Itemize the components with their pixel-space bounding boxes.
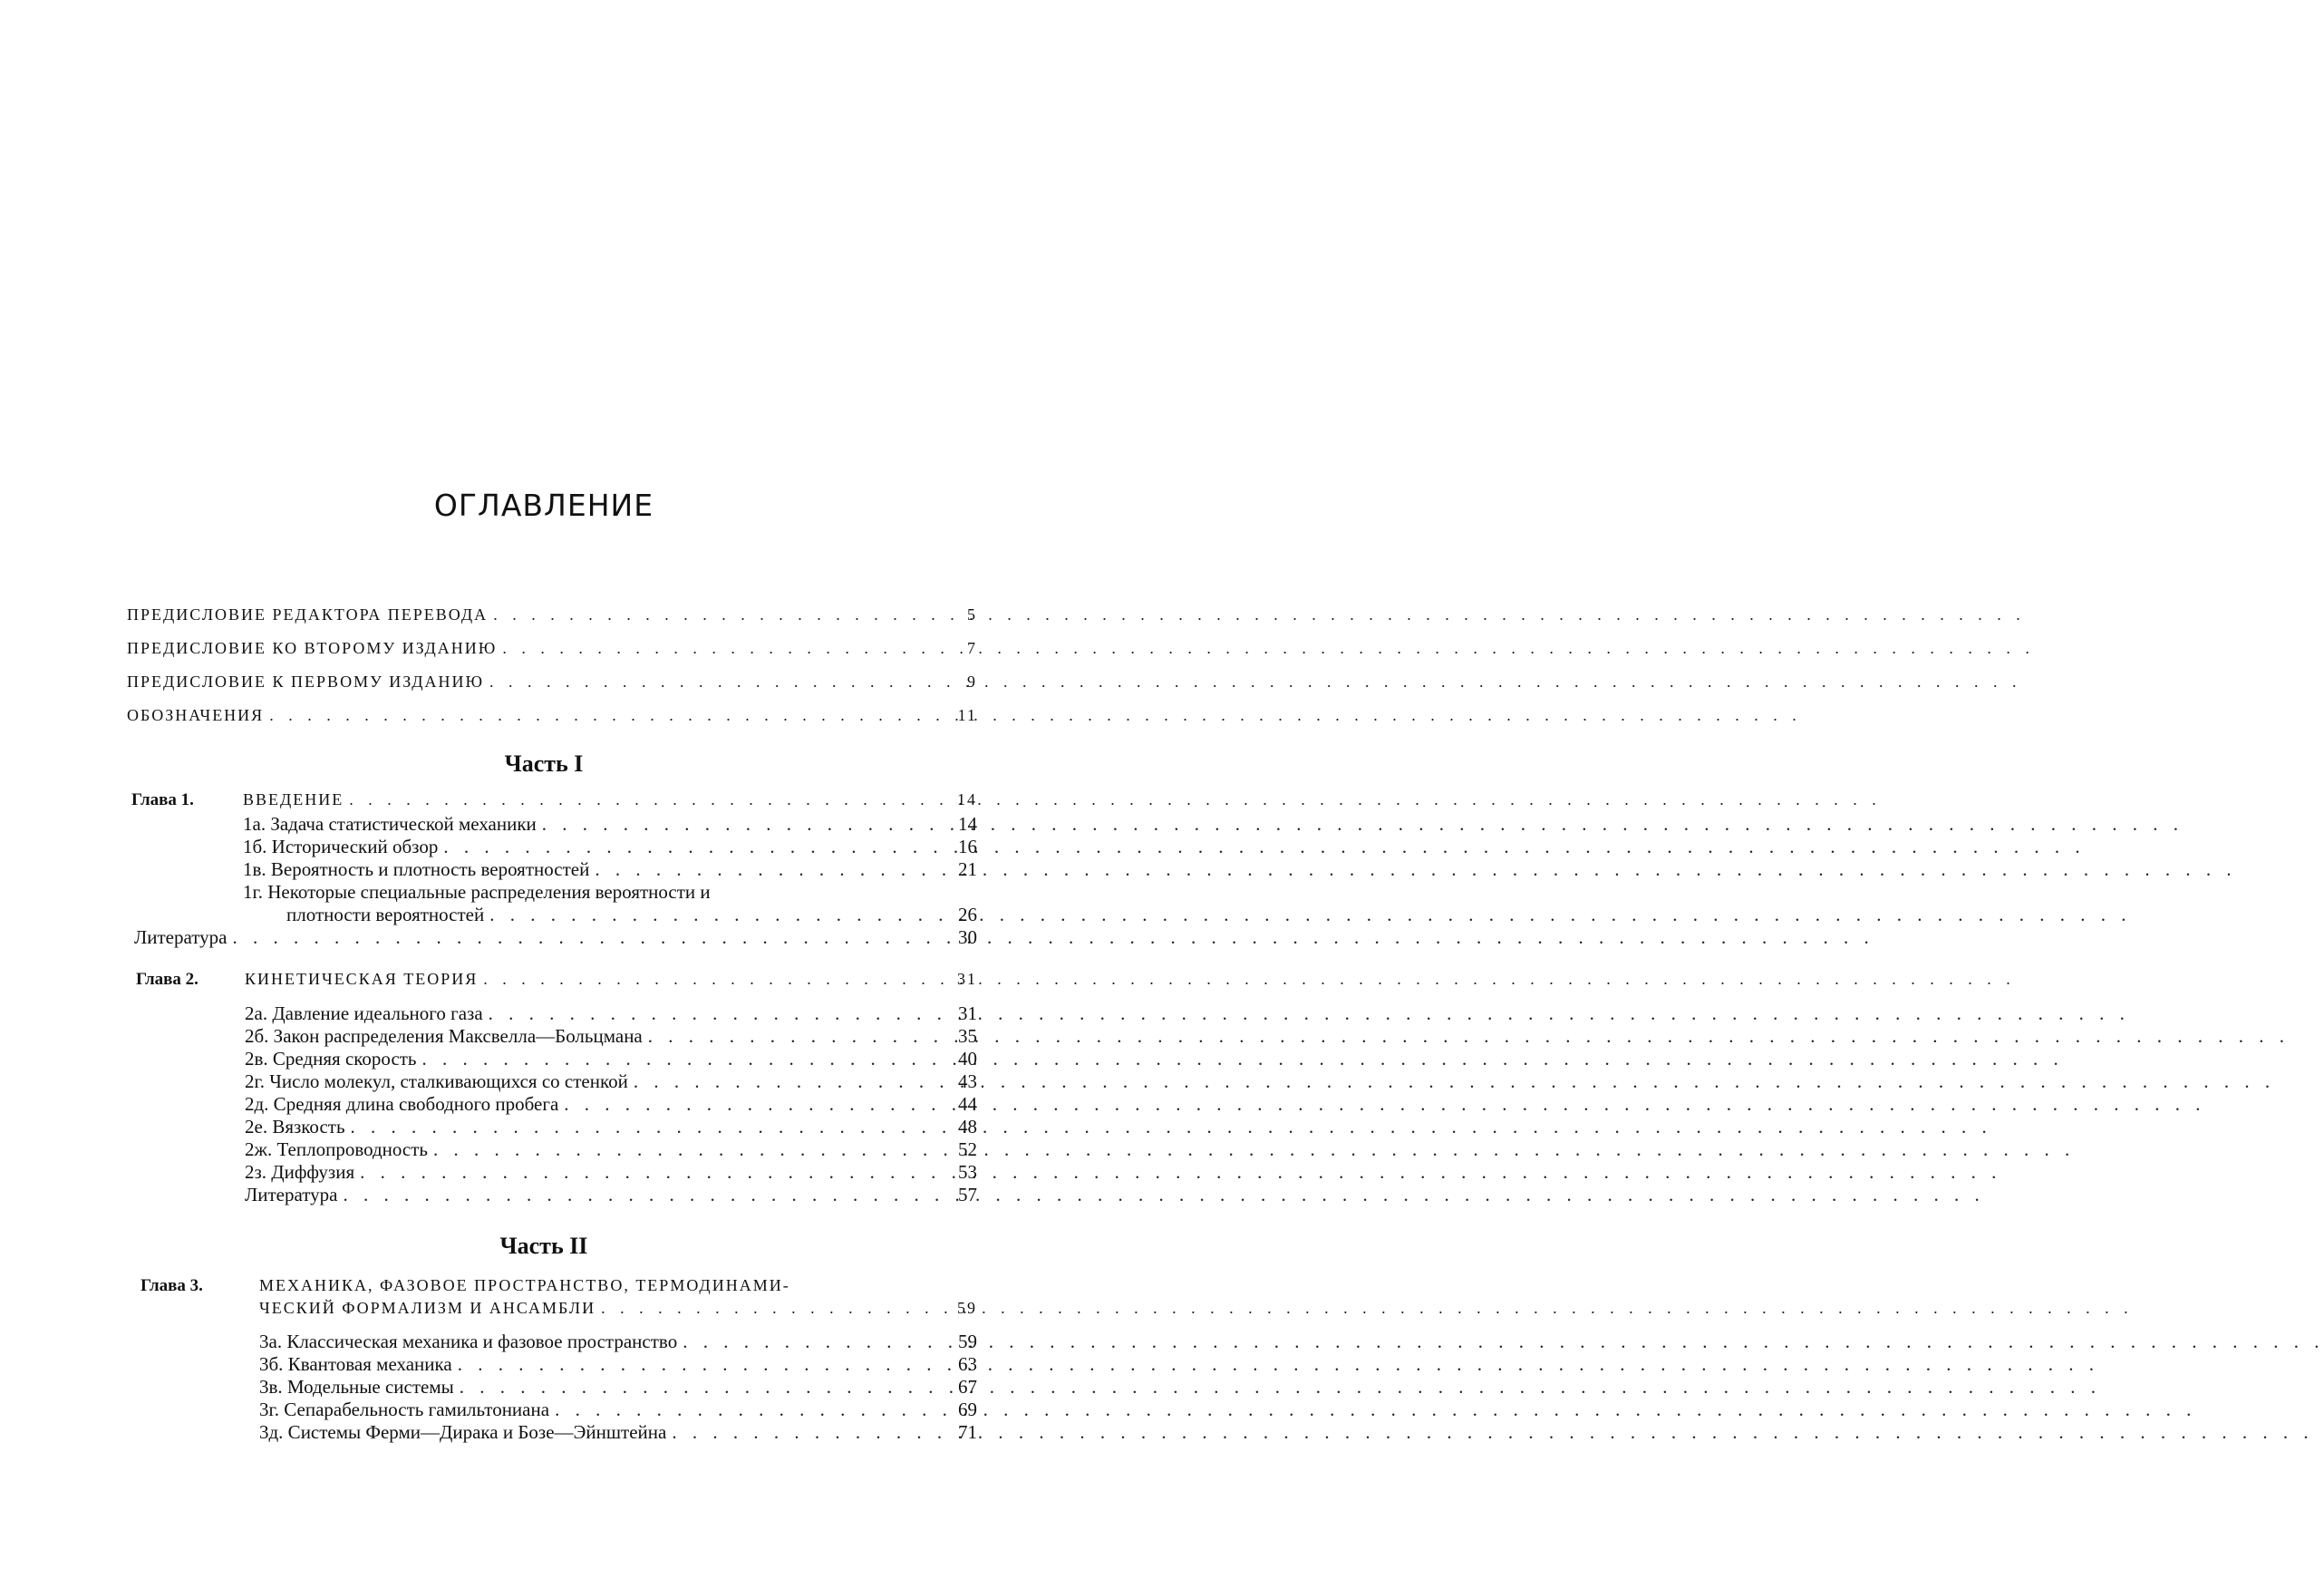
entry-page: 31	[957, 970, 977, 988]
dot-leader	[452, 1353, 2099, 1376]
toc-entry-section[interactable]	[245, 1138, 977, 1161]
entry-label: 3д. Системы Ферми—Дирака и Бозе—Эйнштейна	[259, 1421, 667, 1443]
dot-leader	[483, 1002, 2130, 1025]
entry-page: 21	[958, 858, 977, 880]
entry-page: 71	[958, 1421, 977, 1443]
entry-label: Литература	[134, 926, 228, 948]
toc-entry-section[interactable]	[259, 1421, 977, 1444]
entry-page: 63	[958, 1353, 977, 1375]
entry-page: 59	[958, 1331, 977, 1352]
entry-page: 14	[957, 790, 977, 808]
dot-leader	[549, 1399, 2196, 1421]
entry-label: 3б. Квантовая механика	[259, 1353, 452, 1375]
entry-label: плотности вероятностей	[286, 904, 485, 925]
entry-label: ПРЕДИСЛОВИЕ КО ВТОРОМУ ИЗДАНИЮ	[127, 639, 498, 657]
toc-entry-front-2[interactable]	[127, 639, 977, 658]
page-title: ОГЛАВЛЕНИЕ	[433, 488, 654, 523]
entry-label: 2г. Число молекул, сталкивающихся со стенкой	[245, 1070, 628, 1092]
dot-leader	[484, 673, 2022, 692]
entry-label: 2ж. Теплопроводность	[245, 1138, 429, 1160]
toc-entry-literature[interactable]	[134, 926, 977, 949]
dot-leader	[454, 1376, 2101, 1399]
entry-page: 14	[958, 813, 977, 835]
entry-page: 26	[958, 904, 977, 925]
entry-page: 43	[958, 1070, 977, 1092]
toc-entry-section[interactable]	[259, 1376, 977, 1399]
toc-entry-section[interactable]	[245, 1161, 977, 1184]
entry-label: 2б. Закон распределения Максвелла—Больцмана	[245, 1025, 643, 1047]
dot-leader	[438, 836, 2085, 858]
entry-page: 67	[958, 1376, 977, 1398]
entry-page: 53	[958, 1161, 977, 1183]
toc-entry-section[interactable]	[245, 1002, 977, 1025]
dot-leader	[428, 1138, 2075, 1161]
dot-leader	[484, 904, 2131, 926]
toc-entry-section[interactable]	[243, 858, 977, 881]
entry-label: ВВЕДЕНИЕ	[243, 790, 344, 808]
entry-page: 69	[958, 1399, 977, 1420]
entry-label: 2д. Средняя длина свободного пробега	[245, 1093, 559, 1115]
entry-label: 2а. Давление идеального газа	[245, 1002, 483, 1024]
dot-leader	[666, 1421, 2313, 1444]
entry-page: 40	[958, 1048, 977, 1070]
entry-label: ПРЕДИСЛОВИЕ К ПЕРВОМУ ИЗДАНИЮ	[127, 673, 485, 691]
dot-leader	[227, 926, 1874, 949]
toc-entry-section[interactable]	[259, 1331, 977, 1353]
entry-label: ЧЕСКИЙ ФОРМАЛИЗМ И АНСАМБЛИ	[259, 1299, 596, 1317]
entry-label: 1в. Вероятность и плотность вероятностей	[243, 858, 590, 880]
entry-page: 35	[958, 1025, 977, 1047]
dot-leader	[264, 706, 1802, 725]
toc-entry-chapter-2[interactable]	[245, 970, 977, 989]
entry-page: 5	[967, 605, 977, 624]
book-page	[0, 0, 1088, 1578]
toc-entry-section[interactable]	[245, 1116, 977, 1138]
entry-page: 48	[958, 1116, 977, 1138]
toc-entry-chapter-1[interactable]	[243, 790, 977, 809]
toc-entry-front-4[interactable]	[127, 706, 977, 725]
dot-leader	[337, 1184, 1984, 1206]
entry-page: 57	[958, 1184, 977, 1205]
chapter-title-line1[interactable]: МЕХАНИКА, ФАЗОВОЕ ПРОСТРАНСТВО, ТЕРМОДИНАМИ-	[259, 1276, 790, 1294]
dot-leader	[344, 790, 1882, 809]
entry-page: 9	[967, 673, 977, 691]
dot-leader	[354, 1161, 2001, 1184]
chapter-label: Глава 3.	[140, 1276, 203, 1295]
toc-entry-front-3[interactable]	[127, 673, 977, 692]
toc-entry-section[interactable]	[245, 1048, 977, 1070]
part-heading: Часть I	[504, 750, 584, 777]
entry-label: 3а. Классическая механика и фазовое пространство	[259, 1331, 678, 1352]
entry-label: 2з. Диффузия	[245, 1161, 355, 1183]
dot-leader	[345, 1116, 1992, 1138]
toc-entry-section[interactable]	[243, 836, 977, 858]
toc-entry-section[interactable]	[243, 813, 977, 836]
entry-label: 1б. Исторический обзор	[243, 836, 439, 857]
dot-leader	[478, 970, 2016, 989]
entry-page: 7	[967, 639, 977, 657]
toc-entry-section[interactable]	[259, 1353, 977, 1376]
entry-page: 59	[957, 1299, 977, 1317]
toc-entry-section[interactable]	[259, 1399, 977, 1421]
dot-leader	[488, 605, 2026, 624]
entry-page: 44	[958, 1093, 977, 1115]
toc-entry-section[interactable]	[245, 1025, 977, 1048]
dot-leader	[497, 639, 2035, 658]
toc-entry-section[interactable]	[245, 1093, 977, 1116]
entry-label: 2в. Средняя скорость	[245, 1048, 417, 1070]
entry-page: 11	[957, 706, 977, 724]
toc-entry-chapter-3[interactable]	[259, 1299, 977, 1318]
toc-entry-section-line1[interactable]: 1г. Некоторые специальные распределения вероятности и	[243, 881, 711, 903]
chapter-label: Глава 2.	[136, 970, 199, 989]
dot-leader	[589, 858, 2236, 881]
chapter-label: Глава 1.	[131, 790, 194, 809]
dot-leader	[643, 1025, 2290, 1048]
entry-label: 3в. Модельные системы	[259, 1376, 454, 1398]
dot-leader	[537, 813, 2184, 836]
dot-leader	[417, 1048, 2064, 1070]
entry-label: ОБОЗНАЧЕНИЯ	[127, 706, 265, 724]
dot-leader	[628, 1070, 2275, 1093]
entry-label: 3г. Сепарабельность гамильтониана	[259, 1399, 550, 1420]
entry-label: ПРЕДИСЛОВИЕ РЕДАКТОРА ПЕРЕВОДА	[127, 605, 489, 624]
entry-label: Литература	[245, 1184, 338, 1205]
part-heading: Часть II	[499, 1233, 588, 1259]
dot-leader	[558, 1093, 2205, 1116]
entry-label: 1а. Задача статистической механики	[243, 813, 537, 835]
toc-entry-section[interactable]	[245, 1070, 977, 1093]
entry-label: КИНЕТИЧЕСКАЯ ТЕОРИЯ	[245, 970, 479, 988]
toc-entry-section[interactable]	[286, 904, 977, 926]
entry-label: 2е. Вязкость	[245, 1116, 345, 1138]
entry-page: 16	[958, 836, 977, 857]
entry-page: 52	[958, 1138, 977, 1160]
dot-leader	[596, 1299, 2134, 1318]
entry-page: 31	[958, 1002, 977, 1024]
toc-entry-front-1[interactable]	[127, 605, 977, 624]
toc-entry-literature[interactable]	[245, 1184, 977, 1206]
entry-page: 30	[958, 926, 977, 948]
